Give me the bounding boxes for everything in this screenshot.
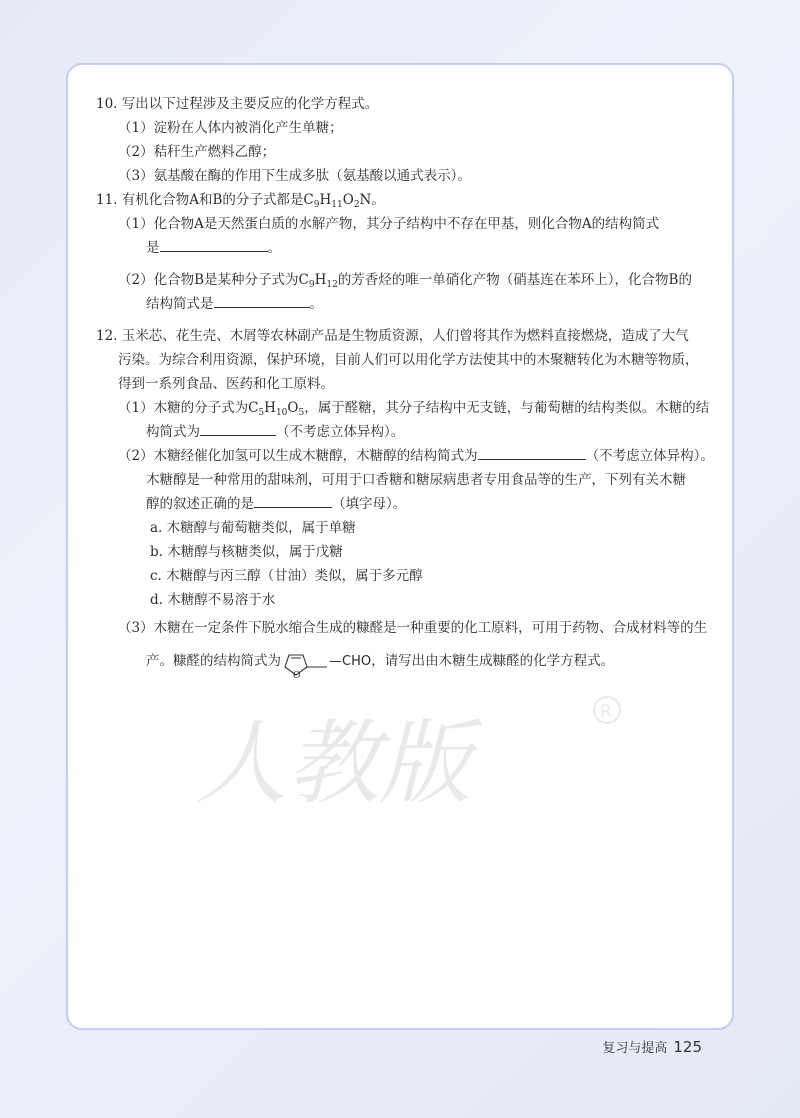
furfural-structure: O —CHO [281, 641, 371, 683]
svg-text:R: R [600, 702, 612, 722]
answer-blank-q11-1[interactable] [160, 237, 268, 252]
q12-stem-1: 12. 玉米芯、花生壳、木屑等农林副产品是生物质资源，人们曾将其作为燃料直接燃烧，造成了大气 [96, 328, 689, 344]
q12-item-1-answer: 构简式为 （不考虑立体异构）。 [96, 420, 716, 444]
furan-ring-icon [281, 645, 329, 679]
q10-item-2: （2）秸秆生产燃料乙醇； [118, 144, 276, 160]
answer-blank-q12-1[interactable] [200, 421, 276, 436]
q12-option-d: d. 木糖醇不易溶于水 [150, 592, 276, 608]
q11-item-1-answer: 是 。 [96, 236, 716, 260]
q12-stem-3: 得到一系列食品、医药和化工原料。 [118, 376, 334, 392]
q12-item-1: （1）木糖的分子式为$C_5H_{10}O_5$，属于醛糖，其分子结构中无支链，与葡萄糖的结构类似。木糖的结 [118, 400, 710, 418]
q12-option-a: a. 木糖醇与葡萄糖类似，属于单糖 [150, 520, 356, 536]
q12-option-b: b. 木糖醇与核糖类似，属于戊糖 [150, 544, 343, 560]
answer-blank-q12-2a[interactable] [478, 445, 586, 460]
answer-blank-q11-2[interactable] [214, 293, 310, 308]
q10-item-3: （3）氨基酸在酶的作用下生成多肽（氨基酸以通式表示）。 [118, 168, 471, 184]
q11-stem: 11. 有机化合物A和B的分子式都是$C_9H_{11}O_2N$。 [96, 192, 385, 210]
svg-text:人教版: 人教版 [195, 710, 472, 817]
page-number: 125 [673, 1038, 702, 1056]
page-footer [602, 1037, 702, 1056]
footer-section: 复习与提高 [602, 1041, 668, 1056]
q11-item-2-answer: 结构简式是 。 [96, 292, 716, 316]
q12-item-2-line2: 木糖醇是一种常用的甜味剂，可用于口香糖和糖尿病患者专用食品等的生产，下列有关木糖 [146, 472, 686, 488]
q10-stem: 10. 写出以下过程涉及主要反应的化学方程式。 [96, 96, 379, 112]
q11-item-2: （2）化合物B是某种分子式为$C_9H_{12}$的芳香烃的唯一单硝化产物（硝基连在苯环上），化合物B的 [118, 272, 692, 290]
q12-option-c: c. 木糖醇与丙三醇（甘油）类似，属于多元醇 [150, 568, 423, 584]
q12-item-3-line2: 产。糠醛的结构简式为 O —CHO ，请写出由木糖生成糠醛的化学方程式。 [96, 640, 716, 683]
q12-item-3: （3）木糖在一定条件下脱水缩合生成的糠醛是一种重要的化工原料，可用于药物、合成材料等的生 [118, 620, 708, 636]
svg-text:O: O [293, 670, 301, 679]
q12-item-2-line3: 醇的叙述正确的是 （填字母）。 [96, 492, 716, 516]
exercise-content [96, 92, 716, 683]
q11-item-1: （1）化合物A是天然蛋白质的水解产物，其分子结构中不存在甲基，则化合物A的结构简式 [118, 216, 660, 232]
q12-item-2: （2）木糖经催化加氢可以生成木糖醇，木糖醇的结构简式为 （不考虑立体异构）。 [96, 444, 716, 468]
publisher-watermark [195, 690, 635, 830]
q12-stem-2: 污染。为综合利用资源，保护环境，目前人们可以用化学方法使其中的木聚糖转化为木糖等物质， [118, 352, 699, 368]
answer-blank-q12-2b[interactable] [254, 493, 332, 508]
q10-item-1: （1）淀粉在人体内被消化产生单糖； [118, 120, 343, 136]
